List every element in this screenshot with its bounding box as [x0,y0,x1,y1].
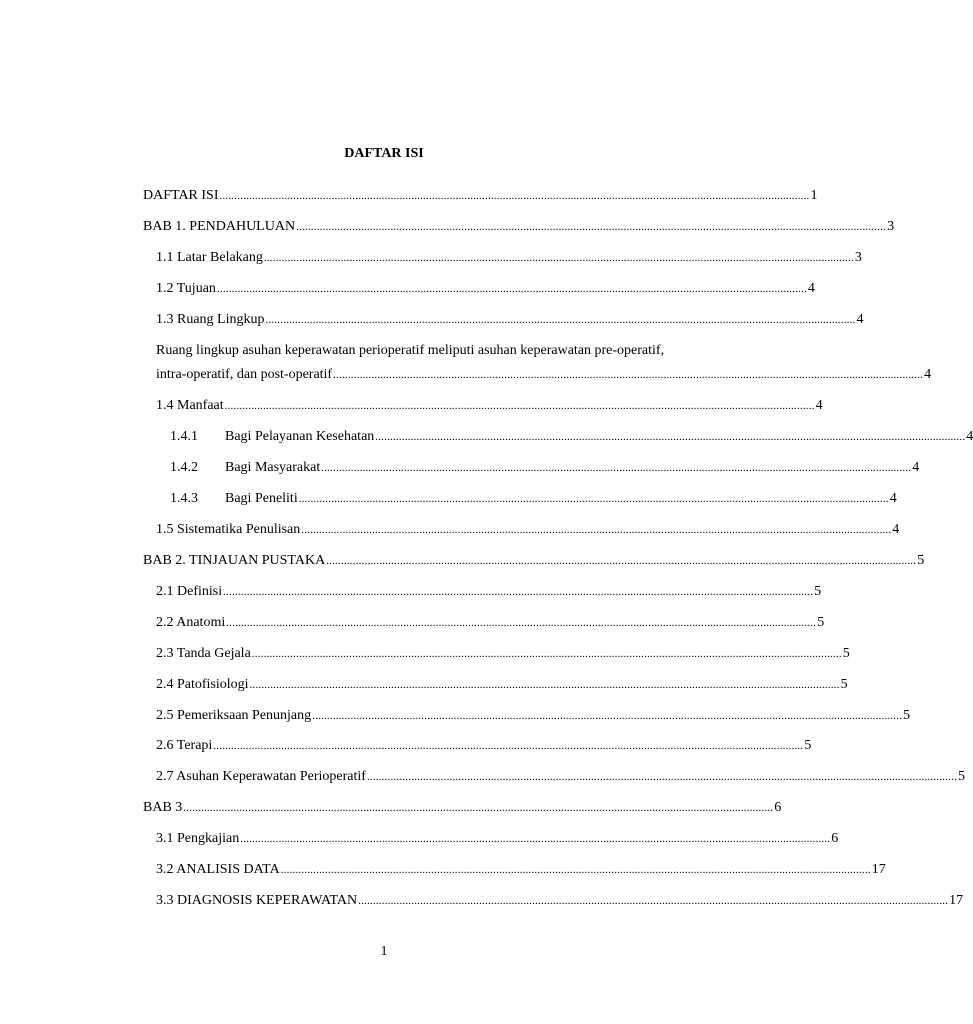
toc-entry-label: BAB 1. PENDAHULUAN [143,219,296,234]
toc-entry-page: 5 [903,708,911,723]
dot-leader: ........................................................................................................................................................................................................ [280,864,871,876]
toc-entry-label: 1.2 Tujuan [156,281,216,296]
dot-leader: ........................................................................................................................................................................................................ [224,400,815,412]
toc-entry-label: Bagi Masyarakat [225,460,321,475]
toc-entry-page: 4 [815,398,823,413]
toc-entry-label: Bagi Peneliti [225,491,298,506]
toc-entry[interactable] [143,187,818,205]
toc-entry[interactable] [156,311,864,329]
footer-page-number: 1 [380,944,388,959]
dot-leader: ........................................................................................................................................................................................................ [249,679,840,691]
page-title: DAFTAR ISI [344,146,424,161]
toc-entry-label: Bagi Pelayanan Kesehatan [225,429,375,444]
toc-entry-page: 5 [804,738,812,753]
toc-entry-label: BAB 3 [143,800,183,815]
toc-entry-label: 1.1 Latar Belakang [156,250,263,265]
toc-entry[interactable] [156,397,823,415]
dot-leader: ........................................................................................................................................................................................................ [326,555,917,567]
toc-entry[interactable] [170,428,973,446]
toc-entry-number: 1.4.3 [170,491,198,506]
toc-entry[interactable] [156,645,850,663]
toc-entry[interactable] [156,614,825,632]
toc-entry-page: 5 [840,677,848,692]
toc-entry-page: 4 [807,281,815,296]
dot-leader: ........................................................................................................................................................................................................ [296,221,887,233]
dot-leader: ........................................................................................................................................................................................................ [312,710,903,722]
toc-entry-label: 1.3 Ruang Lingkup [156,312,265,327]
toc-entry-label: 2.3 Tanda Gejala [156,646,251,661]
toc-entry-page: 4 [966,429,973,444]
toc-entry-page: 5 [842,646,850,661]
dot-leader: ........................................................................................................................................................................................................ [366,771,957,783]
toc-entry-page: 6 [831,831,839,846]
toc-entry[interactable] [170,490,897,508]
dot-leader: ........................................................................................................................................................................................................ [216,283,807,295]
toc-entry-page: 3 [887,219,895,234]
toc-entry[interactable] [170,459,920,477]
toc-entry-page: 6 [774,800,782,815]
toc-entry-label: 3.1 Pengkajian [156,831,240,846]
toc-entry-page: 4 [912,460,920,475]
dot-leader: ........................................................................................................................................................................................................ [213,740,804,752]
dot-leader: ........................................................................................................................................................................................................ [375,431,966,443]
toc-entry[interactable] [143,218,895,236]
dot-leader: ........................................................................................................................................................................................................ [183,802,774,814]
toc-entry-label: 1.4 Manfaat [156,398,224,413]
toc-entry-label: 2.2 Anatomi [156,615,226,630]
dot-leader: ........................................................................................................................................................................................................ [240,833,831,845]
dot-leader: ........................................................................................................................................................................................................ [298,493,889,505]
toc-entry-label: intra-operatif, dan post-operatif [156,367,333,382]
dot-leader: ........................................................................................................................................................................................................ [226,617,817,629]
toc-entry-page: 5 [817,615,825,630]
toc-entry-page: 4 [856,312,864,327]
toc-entry[interactable] [143,799,782,817]
toc-entry-label: 2.6 Terapi [156,738,213,753]
toc-entry-label: 1.5 Sistematika Penulisan [156,522,301,537]
toc-entry-label: BAB 2. TINJAUAN PUSTAKA [143,553,326,568]
dot-leader: ........................................................................................................................................................................................................ [321,462,912,474]
toc-entry[interactable] [156,830,839,848]
toc-entry-number: 1.4.2 [170,460,198,475]
toc-entry[interactable] [156,768,965,786]
toc-entry[interactable] [156,366,932,384]
toc-entry[interactable] [156,583,822,601]
toc-entry-label: 2.4 Patofisiologi [156,677,249,692]
toc-entry-label: 2.7 Asuhan Keperawatan Perioperatif [156,769,366,784]
dot-leader: ........................................................................................................................................................................................................ [263,252,854,264]
toc-entry-label: 2.5 Pemeriksaan Penunjang [156,708,312,723]
toc-entry-page: 1 [810,188,818,203]
dot-leader: ........................................................................................................................................................................................................ [333,369,924,381]
toc-entry-page: 4 [924,367,932,382]
dot-leader: ........................................................................................................................................................................................................ [219,190,810,202]
toc-entry-page: 4 [892,522,900,537]
dot-leader: ........................................................................................................................................................................................................ [251,648,842,660]
toc-entry[interactable] [156,280,815,298]
toc-entry-page: 3 [854,250,862,265]
toc-entry-page: 17 [871,862,886,877]
toc-entry-label: 2.1 Definisi [156,584,223,599]
toc-entry[interactable] [156,861,886,879]
dot-leader: ........................................................................................................................................................................................................ [223,586,814,598]
toc-entry-first-line: Ruang lingkup asuhan keperawatan perioperatif meliputi asuhan keperawatan pre-operatif, [156,343,665,358]
toc-entry-page: 5 [957,769,965,784]
toc-entry[interactable] [156,707,911,725]
toc-entry[interactable] [156,521,900,539]
toc-entry-page: 5 [917,553,925,568]
toc-entry-label: 3.3 DIAGNOSIS KEPERAWATAN [156,893,358,908]
toc-entry[interactable] [156,737,812,755]
toc-entry-page: 5 [814,584,822,599]
toc-entry[interactable] [143,552,925,570]
toc-entry-label: 3.2 ANALISIS DATA [156,862,280,877]
toc-entry[interactable] [156,249,862,267]
toc-entry[interactable] [156,676,848,694]
toc-entry-label: DAFTAR ISI [143,188,219,203]
toc-entry-page: 17 [949,893,964,908]
toc-entry-page: 4 [889,491,897,506]
toc-entry[interactable] [156,892,964,910]
dot-leader: ........................................................................................................................................................................................................ [301,524,892,536]
dot-leader: ........................................................................................................................................................................................................ [265,314,856,326]
toc-entry-number: 1.4.1 [170,429,198,444]
dot-leader: ........................................................................................................................................................................................................ [358,895,949,907]
